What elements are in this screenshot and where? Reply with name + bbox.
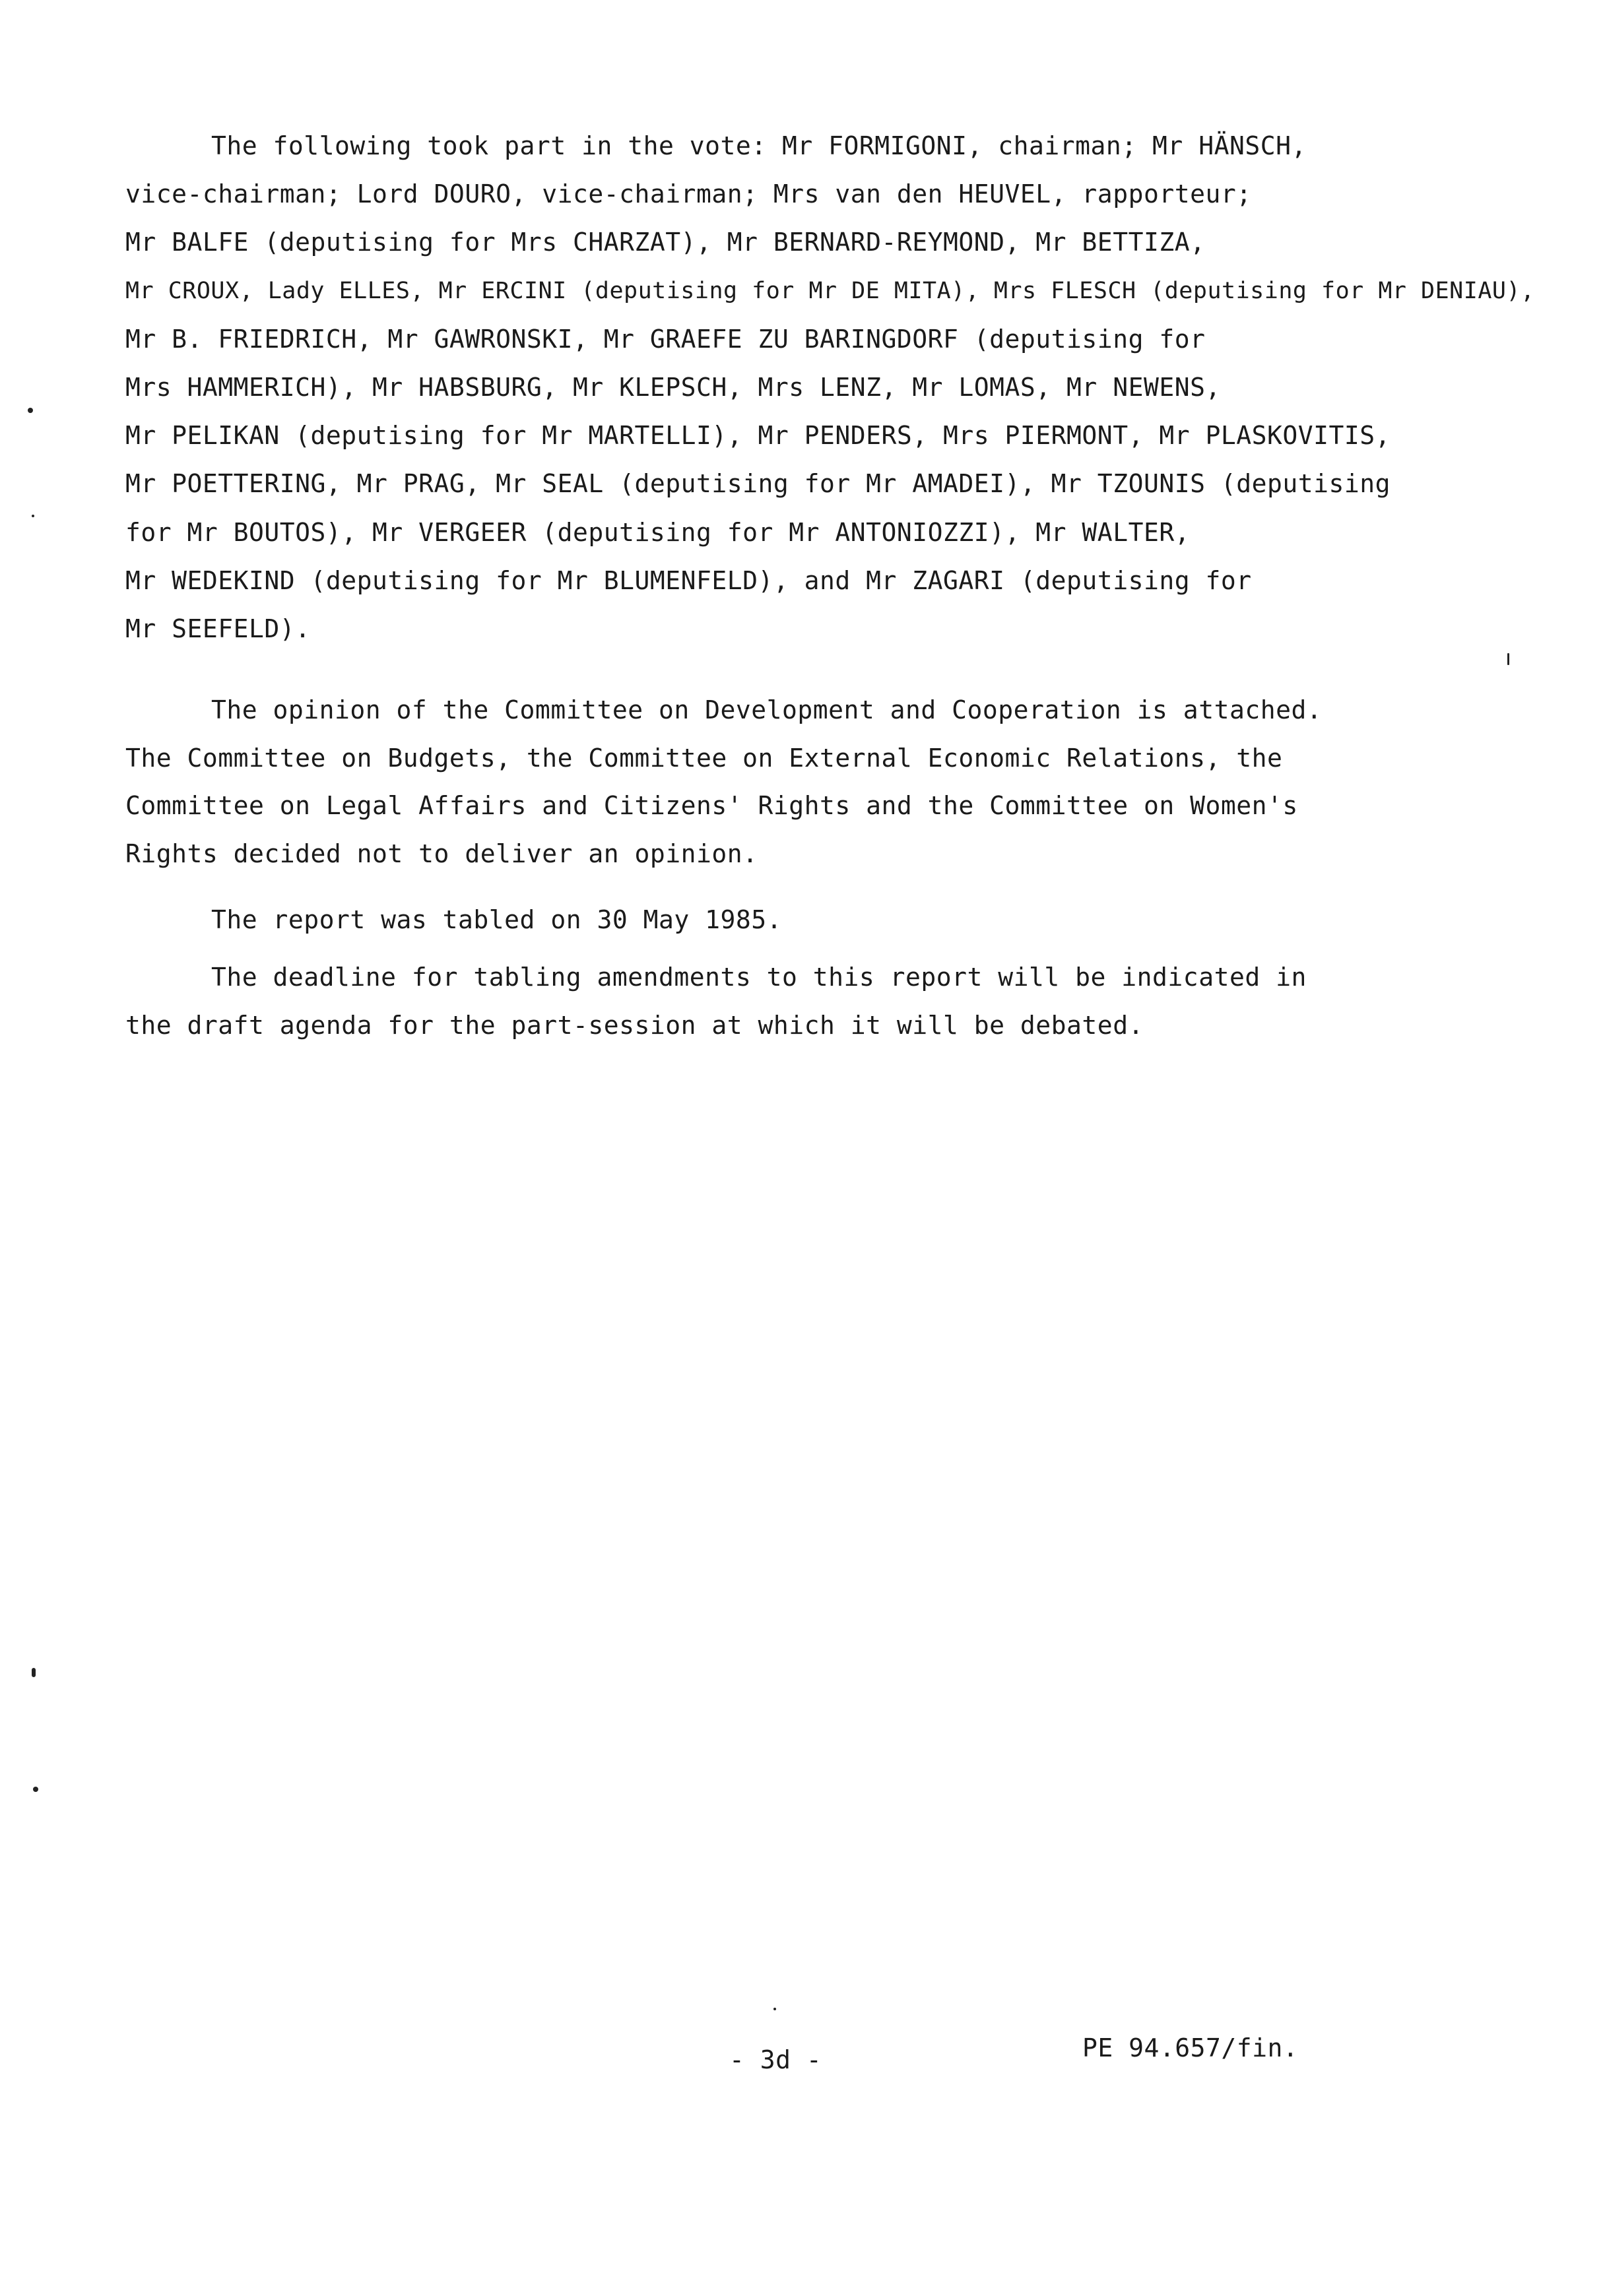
text-line: The Committee on Budgets, the Committee on External Economic Relations, the [125,743,1283,773]
margin-dot-mark [32,515,34,517]
text-line: The opinion of the Committee on Development and Cooperation is attached. [211,695,1323,724]
text-line: vice-chairman; Lord DOURO, vice-chairman; Mrs van den HEUVEL, rapporteur; [125,179,1252,209]
text-line: Mr POETTERING, Mr PRAG, Mr SEAL (deputising for Mr AMADEI), Mr TZOUNIS (deputising [125,469,1391,499]
text-line: Mr B. FRIEDRICH, Mr GAWRONSKI, Mr GRAEFE ZU BARINGDORF (deputising for [125,324,1206,354]
vote-participants-paragraph [125,122,1535,653]
text-line: Mr SEEFELD). [125,614,311,644]
text-line: Rights decided not to deliver an opinion. [125,839,758,868]
report-tabled-paragraph [125,896,1498,944]
text-line: Mr BALFE (deputising for Mrs CHARZAT), Mr BERNARD-REYMOND, Mr BETTIZA, [125,228,1206,257]
document-reference: PE 94.657/fin. [1082,2033,1299,2062]
text-line: The deadline for tabling amendments to this report will be indicated in [211,963,1307,992]
text-line: Mr PELIKAN (deputising for Mr MARTELLI), Mr PENDERS, Mrs PIERMONT, Mr PLASKOVITIS, [125,421,1391,451]
text-line: Mr CROUX, Lady ELLES, Mr ERCINI (deputising for Mr DE MITA), Mrs FLESCH (deputising for Mr DENIAU), [125,277,1535,304]
committee-opinion-paragraph [125,686,1498,877]
text-line: for Mr BOUTOS), Mr VERGEER (deputising for Mr ANTONIOZZI), Mr WALTER, [125,517,1191,547]
text-line: Mrs HAMMERICH), Mr HABSBURG, Mr KLEPSCH, Mrs LENZ, Mr LOMAS, Mr NEWENS, [125,373,1221,402]
margin-dot-mark [1507,653,1509,665]
text-line: The report was tabled on 30 May 1985. [211,905,782,934]
page-number: - 3d - [729,2045,822,2074]
text-line: Mr WEDEKIND (deputising for Mr BLUMENFELD), and Mr ZAGARI (deputising for [125,565,1252,595]
amendment-deadline-paragraph [125,953,1498,1049]
margin-dot-mark [33,1787,38,1792]
margin-dot-mark [28,408,33,413]
margin-dot-mark [32,1668,36,1677]
margin-dot-mark [773,2008,776,2010]
text-line: the draft agenda for the part-session at which it will be debated. [125,1010,1144,1040]
text-line: The following took part in the vote: Mr FORMIGONI, chairman; Mr HÄNSCH, [211,131,1307,160]
text-line: Committee on Legal Affairs and Citizens' Rights and the Committee on Women's [125,791,1298,820]
